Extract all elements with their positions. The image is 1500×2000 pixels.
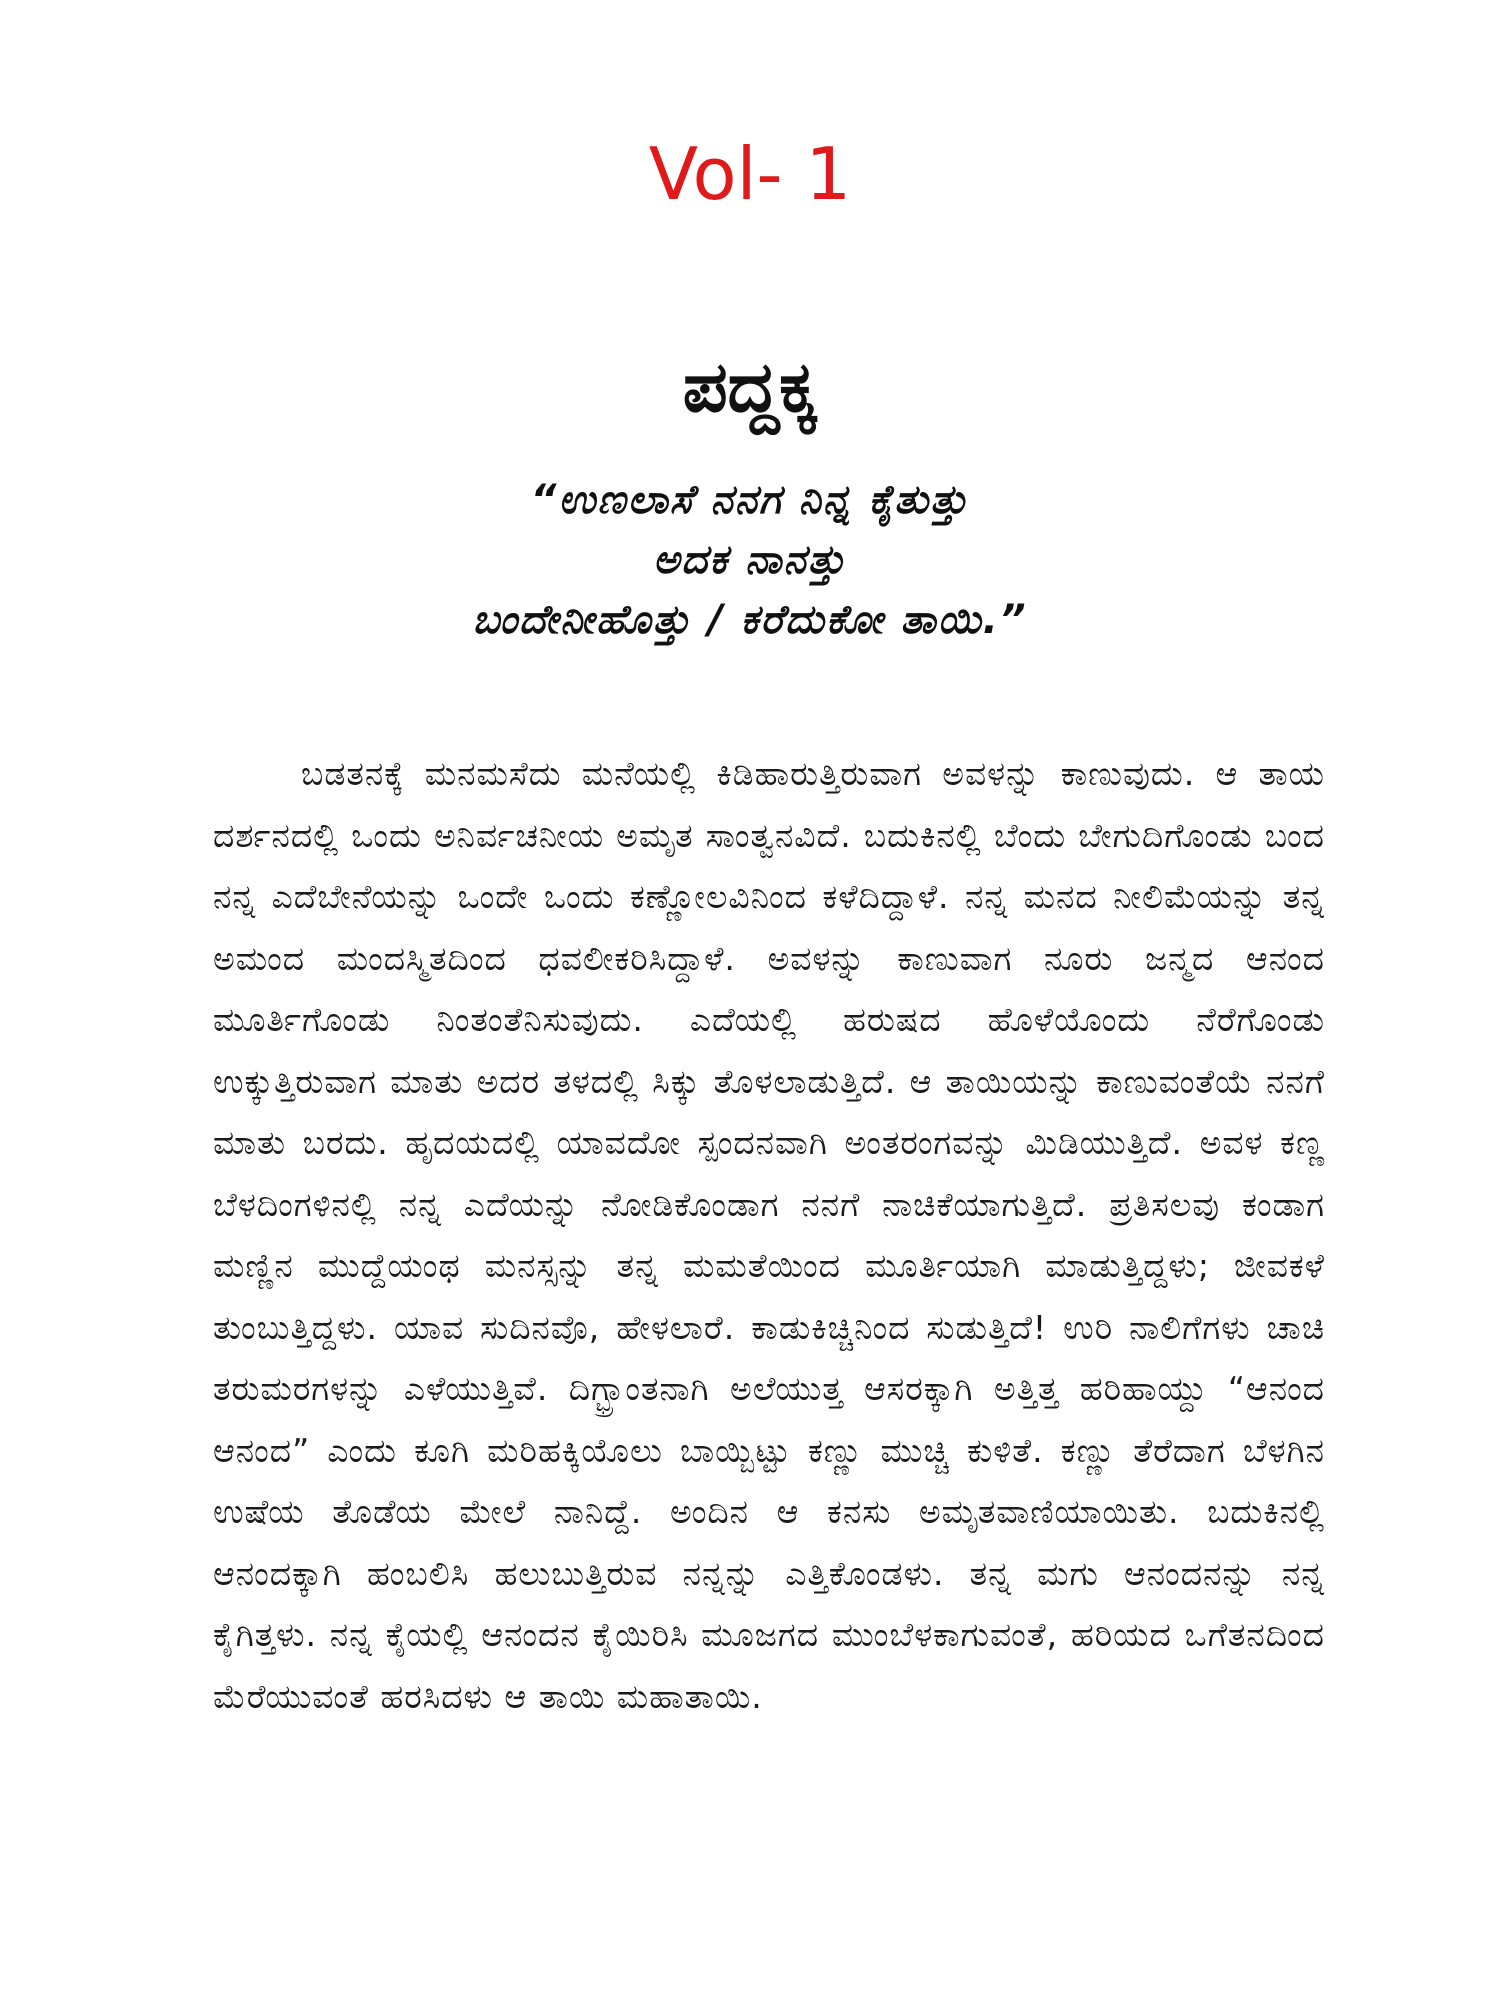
poem-line: ಬಂದೇನೀಹೊತ್ತು / ಕರೆದುಕೋ ತಾಯಿ.” (472, 597, 1028, 643)
poem-line: ಅದಕ ನಾನತ್ತು (652, 537, 848, 583)
volume-label: Vol- 1 (648, 132, 852, 216)
page-title: ಪದ್ದಕ್ಕ (682, 346, 818, 428)
body-paragraph: ಬಡತನಕ್ಕೆ ಮನಮಸೆದು ಮನೆಯಲ್ಲಿ ಕಿಡಿಹಾರುತ್ತಿರುವಾಗ ಅವಳನ್ನು ಕಾಣುವುದು. ಆ ತಾಯ ದರ್ಶನದಲ್ಲಿ ಒಂದು ಅನಿರ್ವಚನೀಯ ಅಮೃತ ಸಾಂತ್ವನವಿದೆ. ಬದುಕಿನಲ್ಲಿ ಬೆಂದು ಬೇಗುದಿಗೊಂಡು ಬಂದ ನನ್ನ ಎದೆಬೇನೆಯನ್ನು ಒಂದೇ ಒಂದು ಕಣ್ಣೋಲವಿನಿಂದ ಕಳೆದಿದ್ದಾಳೆ. ನನ್ನ ಮನದ ನೀಲಿಮೆಯನ್ನು ತನ್ನ ಅಮಂದ ಮಂದಸ್ಮಿತದಿಂದ ಧವಲೀಕರಿಸಿದ್ದಾಳೆ. ಅವಳನ್ನು ಕಾಣುವಾಗ ನೂರು ಜನ್ಮದ ಆನಂದ ಮೂರ್ತಿಗೊಂಡು ನಿಂತಂತೆನಿಸುವುದು. ಎದೆಯಲ್ಲಿ ಹರುಷದ ಹೊಳೆಯೊಂದು ನೆರೆಗೊಂಡು ಉಕ್ಕುತ್ತಿರುವಾಗ ಮಾತು ಅದರ ತಳದಲ್ಲಿ ಸಿಕ್ಕು ತೊಳಲಾಡುತ್ತಿದೆ. ಆ ತಾಯಿಯನ್ನು ಕಾಣುವಂತೆಯೆ ನನಗೆ ಮಾತು ಬರದು. ಹೃದಯದಲ್ಲಿ ಯಾವದೋ ಸ್ಪಂದನವಾಗಿ ಅಂತರಂಗವನ್ನು ಮಿಡಿಯುತ್ತಿದೆ. ಅವಳ ಕಣ್ಣ ಬೆಳದಿಂಗಳಿನಲ್ಲಿ ನನ್ನ ಎದೆಯನ್ನು ನೋಡಿಕೊಂಡಾಗ ನನಗೆ ನಾಚಿಕೆಯಾಗುತ್ತಿದೆ. ಪ್ರತಿಸಲವು ಕಂಡಾಗ ಮಣ್ಣಿನ ಮುದ್ದೆಯಂಥ ಮನಸ್ಸನ್ನು ತನ್ನ ಮಮತೆಯಿಂದ ಮೂರ್ತಿಯಾಗಿ ಮಾಡುತ್ತಿದ್ದಳು; ಜೀವಕಳೆ ತುಂಬುತ್ತಿದ್ದಳು. ಯಾವ ಸುದಿನವೊ, ಹೇಳಲಾರೆ. ಕಾಡುಕಿಚ್ಚಿನಿಂದ ಸುಡುತ್ತಿದೆ! ಉರಿ ನಾಲಿಗೆಗಳು ಚಾಚಿ ತರುಮರಗಳನ್ನು ಎಳೆಯುತ್ತಿವೆ. ದಿಗ್ಭ್ರಾಂತನಾಗಿ ಅಲೆಯುತ್ತ ಆಸರಕ್ಕಾಗಿ ಅತ್ತಿತ್ತ ಹರಿಹಾಯ್ದು “ಆನಂದ ಆನಂದ” ಎಂದು ಕೂಗಿ ಮರಿಹಕ್ಕಿಯೊಲು ಬಾಯ್ಬಿಟ್ಟು ಕಣ್ಣು ಮುಚ್ಚಿ ಕುಳಿತೆ. ಕಣ್ಣು ತೆರೆದಾಗ ಬೆಳಗಿನ ಉಷೆಯ ತೊಡೆಯ ಮೇಲೆ ನಾನಿದ್ದೆ. ಅಂದಿನ ಆ ಕನಸು ಅಮೃತವಾಣಿಯಾಯಿತು. ಬದುಕಿನಲ್ಲಿ ಆನಂದಕ್ಕಾಗಿ ಹಂಬಲಿಸಿ ಹಲುಬುತ್ತಿರುವ ನನ್ನನ್ನು ಎತ್ತಿಕೊಂಡಳು. ತನ್ನ ಮಗು ಆನಂದನನ್ನು ನನ್ನ ಕೈಗಿತ್ತಳು. ನನ್ನ ಕೈಯಲ್ಲಿ ಆನಂದನ ಕೈಯಿರಿಸಿ ಮೂಜಗದ ಮುಂಬೆಳಕಾಗುವಂತೆ, ಹರಿಯದ ಒಗೆತನದಿಂದ ಮೆರೆಯುವಂತೆ ಹರಸಿದಳು ಆ ತಾಯಿ ಮಹಾತಾಯಿ. (213, 754, 1325, 1716)
epigraph-poem (0, 470, 1500, 650)
poem-line: “ಉಣಲಾಸೆ ನನಗ ನಿನ್ನ ಕೈತುತ್ತು (530, 477, 970, 523)
